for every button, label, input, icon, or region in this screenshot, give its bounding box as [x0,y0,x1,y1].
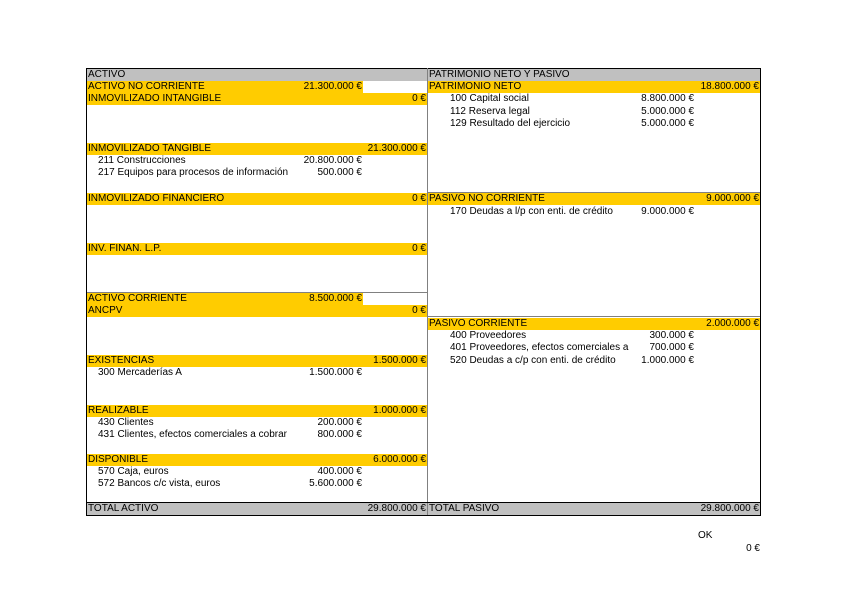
pnc-item-value: 9.000.000 € [641,206,694,217]
pc-item-label: 400 Proveedores [450,330,527,341]
center-divider [427,68,428,516]
disponible-item-value: 400.000 € [317,466,362,477]
invfinan-value: 0 € [412,243,426,254]
pc-item-label: 401 Proveedores, efectos comerciales a [450,342,629,353]
activo-header: ACTIVO [88,69,126,80]
realizable-value: 1.000.000 € [373,405,426,416]
existencias-item-label: 300 Mercaderías A [98,367,182,378]
pnc-value: 9.000.000 € [706,193,759,204]
pc-item-value: 700.000 € [649,342,694,353]
pn-item-label: 112 Reserva legal [450,106,530,117]
tangible-item-value: 500.000 € [317,167,362,178]
disponible-item-label: 570 Caja, euros [98,466,169,477]
anc-value: 21.300.000 € [303,81,362,92]
total-activo-label: TOTAL ACTIVO [88,503,159,514]
disponible-item-label: 572 Bancos c/c vista, euros [98,478,221,489]
pc-label: PASIVO CORRIENTE [429,318,528,329]
pn-item-value: 8.800.000 € [641,93,694,104]
tangible-item-value: 20.800.000 € [303,155,362,166]
realizable-item-value: 200.000 € [317,417,362,428]
existencias-value: 1.500.000 € [373,355,426,366]
pn-item-label: 100 Capital social [450,93,529,104]
ac-value: 8.500.000 € [309,293,362,304]
realizable-item-label: 431 Clientes, efectos comerciales a cobrar [98,429,287,440]
bottom-border [86,515,761,516]
intangible-value: 0 € [412,93,426,104]
existencias-item-value: 1.500.000 € [309,367,362,378]
tangible-item-label: 211 Construcciones [98,155,186,166]
ac-label: ACTIVO CORRIENTE [88,293,187,304]
realizable-item-label: 430 Clientes [98,417,154,428]
pn-label: PATRIMONIO NETO [429,81,522,92]
check-status: OK [698,530,713,541]
pnc-item-label: 170 Deudas a l/p con enti. de crédito [450,206,613,217]
total-pasivo-label: TOTAL PASIVO [429,503,500,514]
pc-item-label: 520 Deudas a c/p con enti. de crédito [450,355,616,366]
pasivo-header-bg [428,69,760,81]
check-diff: 0 € [746,543,760,554]
right-border [760,68,761,516]
pc-separator [428,316,760,317]
intangible-label: INMOVILIZADO INTANGIBLE [88,93,222,104]
disponible-label: DISPONIBLE [88,454,149,465]
pn-item-value: 5.000.000 € [641,118,694,129]
financiero-label: INMOVILIZADO FINANCIERO [88,193,225,204]
disponible-item-value: 5.600.000 € [309,478,362,489]
existencias-label: EXISTENCIAS [88,355,155,366]
pasivo-header: PATRIMONIO NETO Y PASIVO [429,69,570,80]
disponible-value: 6.000.000 € [373,454,426,465]
pnc-label: PASIVO NO CORRIENTE [429,193,545,204]
tangible-item-label: 217 Equipos para procesos de información [98,167,289,178]
invfinan-label: INV. FINAN. L.P. [88,243,162,254]
realizable-label: REALIZABLE [88,405,149,416]
activo-header-bg [87,69,427,81]
pc-item-value: 1.000.000 € [641,355,694,366]
tangible-value: 21.300.000 € [367,143,426,154]
pc-item-value: 300.000 € [649,330,694,341]
pn-item-label: 129 Resultado del ejercicio [450,118,571,129]
tangible-label: INMOVILIZADO TANGIBLE [88,143,211,154]
realizable-item-value: 800.000 € [317,429,362,440]
ancpv-value: 0 € [412,305,426,316]
anc-label: ACTIVO NO CORRIENTE [88,81,205,92]
pc-value: 2.000.000 € [706,318,759,329]
total-pasivo-value: 29.800.000 € [700,503,759,514]
ancpv-label: ANCPV [88,305,123,316]
total-activo-value: 29.800.000 € [367,503,426,514]
pn-value: 18.800.000 € [700,81,759,92]
pn-item-value: 5.000.000 € [641,106,694,117]
financiero-value: 0 € [412,193,426,204]
